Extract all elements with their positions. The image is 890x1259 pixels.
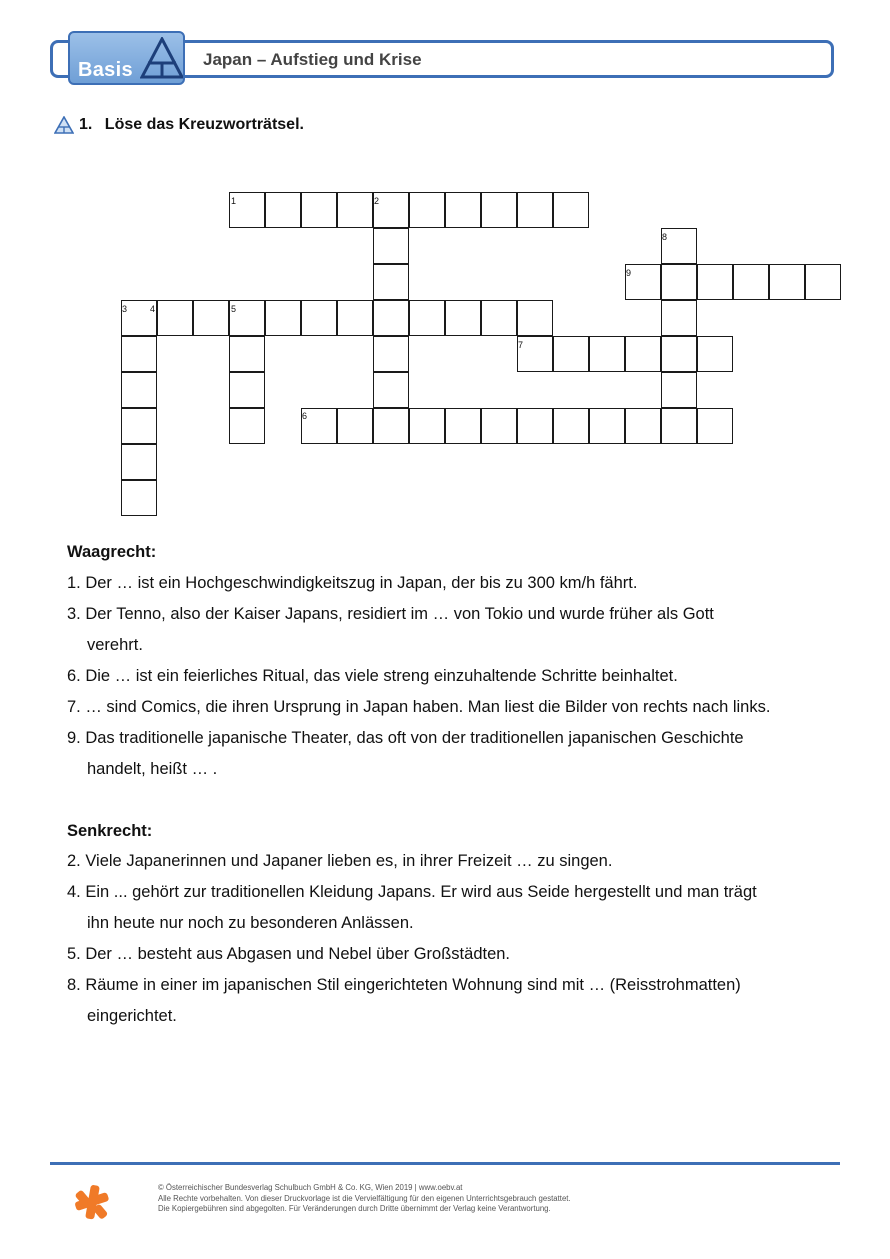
across-clue (67, 599, 714, 661)
crossword-cell[interactable] (121, 336, 157, 372)
clue-number: 6 (302, 411, 308, 421)
crossword-cell[interactable] (373, 300, 409, 336)
crossword-cell[interactable] (481, 300, 517, 336)
clue-number: 3 (122, 304, 128, 314)
crossword-cell[interactable] (697, 408, 733, 444)
crossword-cell[interactable] (805, 264, 841, 300)
crossword-cell[interactable] (517, 408, 553, 444)
crossword-cell[interactable] (481, 192, 517, 228)
crossword-cell[interactable] (373, 264, 409, 300)
footer-line: Alle Rechte vorbehalten. Von dieser Druckvorlage ist die Vervielfältigung für den eigenen Unterrichtsgebrauch gestattet. (158, 1193, 571, 1203)
crossword-cell[interactable] (301, 192, 337, 228)
crossword-cell[interactable] (445, 192, 481, 228)
crossword-cell[interactable] (373, 372, 409, 408)
publisher-logo-icon (72, 1183, 112, 1221)
crossword-cell[interactable] (553, 408, 589, 444)
crossword-cell[interactable] (445, 300, 481, 336)
clue-text-continued: ihn heute nur noch zu besonderen Anlässen. (87, 914, 414, 932)
badge-label: Basis (78, 59, 133, 81)
down-heading: Senkrecht: (67, 822, 153, 840)
clue-text: 3. Der Tenno, also der Kaiser Japans, residiert im … von Tokio und wurde früher als Gott (67, 605, 714, 623)
crossword-cell[interactable] (733, 264, 769, 300)
crossword-cell[interactable] (589, 408, 625, 444)
across-heading: Waagrecht: (67, 543, 157, 561)
crossword-cell[interactable] (337, 408, 373, 444)
crossword-cell[interactable] (589, 336, 625, 372)
crossword-grid (0, 0, 890, 560)
footer-line: © Österreichischer Bundesverlag Schulbuch GmbH & Co. KG, Wien 2019 | www.oebv.at (158, 1183, 463, 1192)
crossword-cell[interactable] (517, 300, 553, 336)
crossword-cell[interactable] (337, 192, 373, 228)
crossword-cell[interactable] (409, 192, 445, 228)
crossword-cell[interactable] (373, 228, 409, 264)
crossword-cell[interactable] (121, 408, 157, 444)
crossword-cell[interactable] (301, 300, 337, 336)
crossword-cell[interactable] (661, 336, 697, 372)
clue-text-continued: verehrt. (87, 636, 143, 654)
down-clue (67, 970, 741, 1032)
crossword-cell[interactable] (229, 408, 265, 444)
crossword-cell[interactable] (517, 192, 553, 228)
across-clue (67, 723, 744, 785)
clue-text-continued: handelt, heißt … . (87, 760, 218, 778)
crossword-cell[interactable] (661, 264, 697, 300)
crossword-cell[interactable] (769, 264, 805, 300)
down-clue (67, 877, 757, 939)
page-title: Japan – Aufstieg und Krise (203, 50, 422, 69)
crossword-cell[interactable] (265, 300, 301, 336)
crossword-cell[interactable] (661, 408, 697, 444)
crossword-cell[interactable] (697, 336, 733, 372)
down-clue (67, 939, 510, 970)
footer-copyright (158, 1183, 571, 1215)
crossword-cell[interactable] (697, 264, 733, 300)
crossword-cell[interactable] (373, 336, 409, 372)
crossword-cell[interactable] (121, 372, 157, 408)
across-clue (67, 692, 770, 723)
across-clue (67, 661, 678, 692)
clue-text: 6. Die … ist ein feierliches Ritual, das viele streng einzuhaltende Schritte beinhaltet. (67, 667, 678, 685)
crossword-cell[interactable] (229, 336, 265, 372)
crossword-cell[interactable] (373, 408, 409, 444)
across-clue (67, 568, 637, 599)
clue-text: 4. Ein ... gehört zur traditionellen Kleidung Japans. Er wird aus Seide hergestellt und man trägt (67, 883, 757, 901)
clue-number: 2 (374, 196, 380, 206)
clue-number: 1 (231, 196, 237, 206)
clue-number: 5 (231, 304, 237, 314)
clue-number: 7 (518, 340, 524, 350)
clue-text: 5. Der … besteht aus Abgasen und Nebel über Großstädten. (67, 945, 511, 963)
crossword-cell[interactable] (661, 300, 697, 336)
crossword-cell[interactable] (625, 408, 661, 444)
crossword-cell[interactable] (157, 300, 193, 336)
clue-number: 4 (150, 304, 156, 314)
footer-rule (50, 1162, 840, 1165)
clue-number: 8 (662, 232, 668, 242)
crossword-cell[interactable] (409, 408, 445, 444)
crossword-cell[interactable] (265, 192, 301, 228)
crossword-cell[interactable] (625, 336, 661, 372)
crossword-cell[interactable] (445, 408, 481, 444)
clue-text: 1. Der … ist ein Hochgeschwindigkeitszug in Japan, der bis zu 300 km/h fährt. (67, 574, 638, 592)
crossword-cell[interactable] (193, 300, 229, 336)
crossword-cell[interactable] (481, 408, 517, 444)
crossword-cell[interactable] (553, 336, 589, 372)
task-title: 1. Löse das Kreuzworträtsel. (79, 116, 304, 133)
clue-text-continued: eingerichtet. (87, 1007, 177, 1025)
clue-text: 9. Das traditionelle japanische Theater, das oft von der traditionellen japanischen Geschichte (67, 729, 744, 747)
down-clue (67, 846, 612, 877)
crossword-cell[interactable] (121, 444, 157, 480)
clue-number: 9 (626, 268, 632, 278)
crossword-cell[interactable] (121, 480, 157, 516)
clue-text: 8. Räume in einer im japanischen Stil eingerichteten Wohnung sind mit … (Reisstrohmatten) (67, 976, 741, 994)
crossword-cell[interactable] (409, 300, 445, 336)
crossword-cell[interactable] (229, 372, 265, 408)
crossword-cell[interactable] (553, 192, 589, 228)
crossword-cell[interactable] (337, 300, 373, 336)
footer-line: Die Kopiergebühren sind abgegolten. Für Veränderungen durch Dritte übernimmt der Verlag keine Verantwortung. (158, 1204, 551, 1213)
crossword-cell[interactable] (661, 372, 697, 408)
clue-text: 2. Viele Japanerinnen und Japaner lieben es, in ihrer Freizeit … zu singen. (67, 852, 613, 870)
clue-text: 7. … sind Comics, die ihren Ursprung in Japan haben. Man liest die Bilder von rechts nach links. (67, 698, 771, 716)
